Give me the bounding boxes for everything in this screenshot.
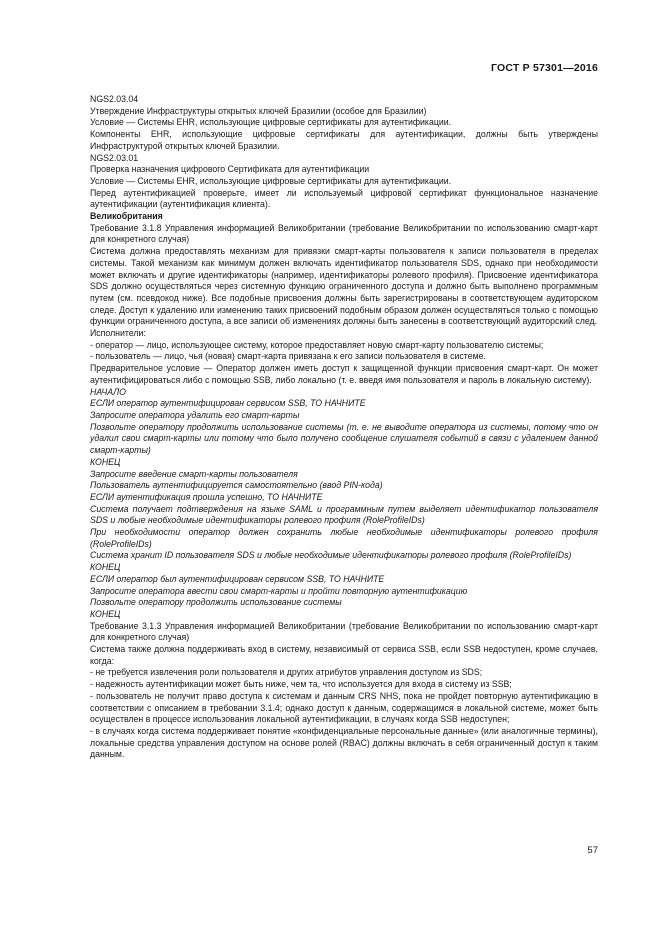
pseudocode-line: Позвольте оператору продолжить использование системы (т. е. не выводите оператора из системы, потому что он удалил свои смарт-карты или потому что было получено сообщение слушателя событий в связи с удалением данной смарт-карты) xyxy=(90,421,598,456)
pseudocode-line: КОНЕЦ xyxy=(90,456,121,467)
section-heading: Великобритания xyxy=(90,211,163,222)
actors-label: Исполнители: xyxy=(90,328,146,339)
pseudocode-line: КОНЕЦ xyxy=(90,562,121,573)
pseudocode-line: ЕСЛИ аутентификация прошла успешно, ТО НАЧНИТЕ xyxy=(90,491,323,502)
requirement-title: Требование 3.1.3 Управления информацией Великобритании (требование Великобритании по использованию смарт-карт для конкретного случая) xyxy=(90,620,598,643)
condition-text: Условие — Системы EHR, использующие цифровые сертификаты для аутентификации. xyxy=(90,117,452,128)
pseudocode-line: ЕСЛИ оператор был аутентифицирован сервисом SSB, ТО НАЧНИТЕ xyxy=(90,573,385,584)
paragraph: Система должна предоставлять механизм для привязки смарт-карты пользователя к записи пользователя в пределах системы. Такой механизм как минимум должен включать идентификатор пользователя SDS, однако при необходимости может включать и другие идентификаторы (например, идентификаторы ролевого профиля). Присвоение идентификатора SDS должно осуществляться через системную функцию ограниченного доступа и должно быть выполнено программным путем (см. псевдокод ниже). Все подобные присвоения должны быть зарегистрированы в соответствующем аудиторском следе. Доступ к удалению или изменению таких присвоений подобным образом должен осуществляться только с помощью функции ограниченного доступа, а все записи об изменениях должны быть занесены в соответствующий аудиторский след. xyxy=(90,246,598,327)
list-item: - пользователь — лицо, чья (новая) смарт-карта привязана к его записи пользователя в системе. xyxy=(90,351,486,362)
pseudocode-line: Пользователь аутентифицируется самостоятельно (ввод PIN-кода) xyxy=(90,480,383,491)
pseudocode-line: ЕСЛИ оператор аутентифицирован сервисом SSB, ТО НАЧНИТЕ xyxy=(90,398,366,409)
list-item: - не требуется извлечения роли пользователя и других атрибутов управления доступом из SDS; xyxy=(90,667,483,678)
requirement-title: Требование 3.1.8 Управления информацией Великобритании (требование Великобритании по использованию смарт-карт для конкретного случая) xyxy=(90,222,598,245)
pseudocode-line: Запросите введение смарт-карты пользователя xyxy=(90,468,298,479)
standard-header: ГОСТ Р 57301—2016 xyxy=(490,62,598,74)
requirement-title: Утверждение Инфраструктуры открытых ключей Бразилии (особое для Бразилии) xyxy=(90,105,427,116)
paragraph: Предварительное условие — Оператор должен иметь доступ к защищенной функции присвоения смарт-карт. Он может аутентифицироваться либо с помощью SSB, либо локально (т. е. введя имя пользователя и пароль в локальную систему). xyxy=(90,363,598,385)
paragraph: Компоненты EHR, использующие цифровые сертификаты для аутентификации, должны быть утверждены Инфраструктурой открытых ключей Бразилии. xyxy=(90,129,598,151)
pseudocode-line: Позвольте оператору продолжить использование системы xyxy=(90,597,342,608)
paragraph: Перед аутентификацией проверьте, имеет ли используемый цифровой сертификат функциональное назначение аутентификации (аутентификация клиента). xyxy=(90,187,598,210)
pseudocode-line: Запросите оператора ввести свои смарт-карты и пройти повторную аутентификацию xyxy=(90,585,468,596)
requirement-title: Проверка назначения цифрового Сертификата для аутентификации xyxy=(90,164,370,175)
page-number: 57 xyxy=(587,845,598,856)
pseudocode-line: При необходимости оператор должен сохранить любые необходимые идентификаторы ролевого профиля (RoleProfileIDs) xyxy=(90,527,598,549)
list-item: - оператор — лицо, использующее систему, которое предоставляет новую смарт-карту пользователю системы; xyxy=(90,339,544,350)
requirement-code: NGS2.03.01 xyxy=(90,152,139,163)
document-body xyxy=(90,94,598,761)
pseudocode-line: Система хранит ID пользователя SDS и любые необходимые идентификаторы ролевого профиля (RoleProfileIDs) xyxy=(90,550,572,561)
pseudocode-line: Запросите оператора удалить его смарт-карты xyxy=(90,409,300,420)
list-item: - пользователь не получит право доступа к системам и данным CRS NHS, пока не пройдет повторную аутентификацию в соответствии с описанием в требовании 3.1.4; однако доступ к данным, содержащимся в локальной системе, может быть осуществлен в процессе использования локальной аутентификации, в случаях когда SSB недоступен; xyxy=(90,690,598,725)
pseudocode-line: Система получает подтверждения на языке SAML и программным путем выделяет идентификатор пользователя SDS и любые необходимые идентификаторы ролевого профиля (RoleProfileIDs) xyxy=(90,503,598,526)
pseudocode-line: КОНЕЦ xyxy=(90,608,121,619)
paragraph: Система также должна поддерживать вход в систему, независимый от сервиса SSB, если SSB недоступен, кроме случаев, когда: xyxy=(90,644,598,666)
list-item: - в случаях когда система поддерживает понятие «конфиденциальные персональные данные» (или аналогичные термины), локальные средства управления доступом на основе ролей (RBAC) должны включать в себя ограниченный доступ к таким данным. xyxy=(90,725,598,760)
condition-text: Условие — Системы EHR, использующие цифровые сертификаты для аутентификации. xyxy=(90,175,452,186)
requirement-code: NGS2.03.04 xyxy=(90,94,139,104)
list-item: - надежность аутентификации может быть ниже, чем та, что используется для входа в систему из SSB; xyxy=(90,679,512,690)
pseudocode-line: НАЧАЛО xyxy=(90,386,126,397)
